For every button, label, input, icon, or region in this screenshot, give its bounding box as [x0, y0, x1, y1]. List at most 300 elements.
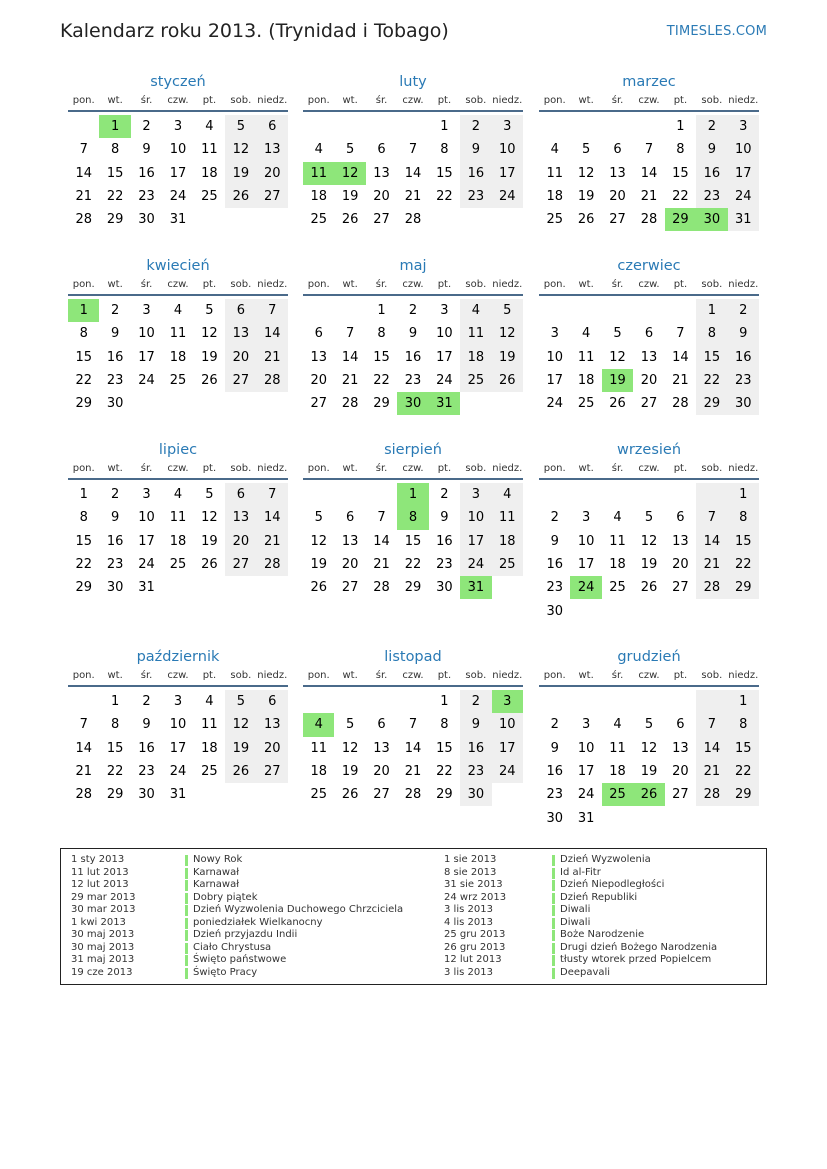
weekday-header: [539, 460, 759, 480]
day-cell: 17: [460, 530, 491, 553]
day-cell: 11: [169, 326, 187, 342]
month-name: marzec: [622, 74, 676, 90]
weekday-header: [539, 276, 759, 296]
day-cell: 29: [75, 580, 92, 596]
empty-cell: [602, 483, 633, 506]
day-cell: 4: [314, 142, 323, 158]
empty-cell: [492, 208, 523, 231]
holiday-marker: [552, 968, 555, 979]
empty-cell: [225, 576, 256, 599]
empty-cell: [257, 576, 288, 599]
empty-cell: [460, 208, 491, 231]
weekday-label: pon.: [307, 279, 330, 290]
day-cell: 17: [138, 533, 155, 549]
weekday-label: śr.: [140, 95, 153, 106]
day-cell: 3: [581, 510, 591, 526]
day-cell: 16: [546, 557, 563, 573]
month-7: [68, 440, 288, 599]
day-cell: 24: [436, 373, 453, 389]
empty-cell: [602, 115, 633, 138]
day-cell: 15: [106, 740, 124, 756]
month-6: [539, 256, 759, 415]
day-cell: 31: [460, 576, 491, 599]
day-cell: 28: [75, 787, 92, 803]
day-cell: 4: [550, 142, 559, 158]
day-cell: 26: [201, 557, 218, 573]
empty-cell: [225, 392, 256, 415]
weekday-label: sob.: [701, 670, 723, 681]
day-cell: 26: [577, 212, 595, 228]
holiday-row: [71, 904, 431, 917]
day-cell: 13: [341, 533, 359, 549]
day-cell: 23: [460, 185, 491, 208]
day-cell: 31: [169, 212, 187, 228]
empty-cell: [570, 690, 601, 713]
holiday-name: Nowy Rok: [193, 854, 243, 865]
day-cell: 24: [169, 189, 187, 205]
day-cell: 9: [408, 326, 418, 342]
holiday-list: [60, 848, 767, 985]
day-cell: 19: [640, 764, 658, 780]
holiday-marker: [185, 893, 188, 904]
day-cell: 12: [492, 322, 523, 345]
weekday-label: niedz.: [257, 95, 288, 106]
day-cell: 20: [609, 189, 626, 205]
empty-cell: [570, 599, 601, 622]
day-cell: 9: [696, 138, 727, 161]
weekday-label: wt.: [107, 95, 123, 106]
day-cell: 2: [110, 487, 120, 503]
day-cell: 10: [436, 326, 453, 342]
day-cell: 15: [728, 530, 759, 553]
day-cell: 23: [546, 787, 563, 803]
day-grid: [68, 690, 288, 806]
weekday-label: śr.: [611, 670, 624, 681]
weekday-header: [68, 460, 288, 480]
empty-cell: [696, 599, 727, 622]
empty-cell: [366, 483, 397, 506]
holiday-name: Drugi dzień Bożego Narodzenia: [560, 941, 718, 953]
empty-cell: [257, 783, 288, 806]
day-cell: 12: [334, 162, 365, 185]
day-cell: 27: [310, 396, 327, 412]
day-cell: 30: [436, 580, 453, 596]
day-cell: 15: [75, 533, 92, 549]
day-grid: [303, 483, 523, 599]
day-cell: 2: [110, 303, 120, 319]
month-9: [539, 440, 759, 623]
holiday-date: 11 lut 2013: [71, 866, 129, 878]
day-cell: 6: [225, 483, 256, 506]
holiday-date: 1 sty 2013: [71, 854, 125, 865]
day-cell: 26: [492, 369, 523, 392]
day-cell: 9: [550, 533, 559, 549]
day-cell: 13: [672, 533, 689, 549]
month-2: [303, 72, 523, 231]
holiday-date: 31 sie 2013: [444, 879, 503, 890]
day-cell: 3: [492, 115, 523, 138]
weekday-header: [539, 92, 759, 112]
empty-cell: [492, 576, 523, 599]
day-cell: 17: [436, 349, 453, 365]
day-cell: 11: [201, 717, 218, 733]
day-cell: 8: [377, 326, 386, 342]
weekday-label: pt.: [673, 95, 688, 106]
day-cell: 25: [546, 212, 563, 228]
holiday-date: 25 gru 2013: [444, 929, 506, 940]
day-cell: 17: [169, 165, 187, 181]
empty-cell: [570, 483, 601, 506]
day-cell: 27: [373, 212, 390, 228]
day-cell: 7: [408, 717, 418, 733]
weekday-label: śr.: [611, 279, 624, 290]
brand-link[interactable]: TIMESLES.COM: [666, 24, 767, 39]
day-cell: 26: [633, 783, 664, 806]
day-cell: 9: [550, 740, 559, 756]
day-cell: 30: [138, 212, 155, 228]
day-cell: 30: [728, 392, 759, 415]
day-cell: 3: [492, 690, 523, 713]
weekday-label: czw.: [402, 463, 424, 474]
day-cell: 30: [397, 392, 428, 415]
empty-cell: [492, 783, 523, 806]
weekday-label: czw.: [638, 95, 660, 106]
day-cell: 26: [225, 760, 256, 783]
day-cell: 6: [345, 510, 355, 526]
weekday-label: śr.: [140, 670, 153, 681]
weekday-label: sob.: [465, 670, 487, 681]
day-grid: [539, 115, 759, 231]
day-cell: 10: [138, 510, 155, 526]
day-cell: 4: [205, 119, 214, 135]
day-cell: 8: [110, 717, 120, 733]
day-cell: 7: [696, 506, 727, 529]
day-cell: 25: [201, 189, 218, 205]
empty-cell: [303, 115, 334, 138]
day-cell: 2: [728, 299, 759, 322]
day-cell: 18: [492, 530, 523, 553]
day-cell: 18: [201, 740, 218, 756]
month-name: luty: [399, 74, 427, 90]
day-cell: 18: [577, 373, 595, 389]
day-cell: 30: [138, 787, 155, 803]
holiday-marker: [552, 943, 555, 954]
day-cell: 7: [696, 713, 727, 736]
weekday-label: pon.: [543, 95, 566, 106]
day-cell: 5: [613, 326, 622, 342]
weekday-label: pon.: [72, 279, 95, 290]
weekday-label: pt.: [202, 463, 217, 474]
day-cell: 6: [676, 717, 685, 733]
day-cell: 22: [696, 369, 727, 392]
day-cell: 19: [341, 189, 359, 205]
day-cell: 13: [257, 138, 288, 161]
holiday-date: 30 maj 2013: [71, 929, 135, 940]
day-cell: 14: [696, 530, 727, 553]
day-cell: 12: [225, 138, 256, 161]
day-cell: 14: [341, 349, 359, 365]
weekday-label: niedz.: [492, 279, 523, 290]
day-cell: 7: [644, 142, 654, 158]
day-cell: 24: [492, 760, 523, 783]
weekday-label: niedz.: [492, 670, 523, 681]
month-name: sierpień: [384, 442, 442, 458]
day-cell: 18: [201, 165, 218, 181]
day-cell: 6: [377, 717, 386, 733]
empty-cell: [602, 690, 633, 713]
day-cell: 1: [68, 299, 99, 322]
day-cell: 13: [225, 322, 256, 345]
holiday-name: Diwali: [560, 916, 591, 928]
day-cell: 10: [546, 349, 563, 365]
day-cell: 4: [205, 694, 214, 710]
day-cell: 4: [613, 717, 622, 733]
day-cell: 19: [577, 189, 595, 205]
day-cell: 3: [142, 487, 151, 503]
day-cell: 7: [79, 717, 88, 733]
day-cell: 18: [169, 349, 187, 365]
day-cell: 5: [314, 510, 323, 526]
holiday-row: [444, 904, 764, 917]
day-cell: 1: [110, 694, 120, 710]
day-cell: 12: [640, 533, 658, 549]
day-cell: 29: [106, 787, 124, 803]
month-4: [68, 256, 288, 415]
day-cell: 10: [138, 326, 155, 342]
holiday-name: Id al-Fitr: [560, 866, 601, 878]
holiday-list-left: [71, 854, 431, 979]
day-cell: 17: [492, 162, 523, 185]
weekday-label: pt.: [437, 279, 452, 290]
weekday-label: pt.: [437, 95, 452, 106]
day-cell: 12: [201, 510, 218, 526]
weekday-label: czw.: [638, 279, 660, 290]
day-cell: 25: [577, 396, 595, 412]
weekday-label: wt.: [578, 279, 594, 290]
empty-cell: [602, 599, 633, 622]
day-cell: 30: [546, 810, 563, 826]
day-cell: 29: [665, 208, 696, 231]
day-cell: 17: [492, 737, 523, 760]
day-cell: 7: [257, 299, 288, 322]
day-cell: 3: [460, 483, 491, 506]
day-cell: 9: [460, 713, 491, 736]
day-cell: 9: [440, 510, 449, 526]
day-cell: 28: [696, 576, 727, 599]
month-name: listopad: [384, 649, 442, 665]
day-cell: 1: [79, 487, 88, 503]
day-cell: 20: [373, 764, 390, 780]
day-cell: 2: [460, 115, 491, 138]
holiday-row: [71, 867, 431, 880]
day-cell: 19: [225, 737, 256, 760]
day-cell: 23: [436, 557, 453, 573]
holiday-name: Święto państwowe: [193, 954, 287, 965]
day-cell: 30: [546, 603, 563, 619]
day-cell: 8: [440, 717, 449, 733]
holiday-date: 30 mar 2013: [71, 904, 136, 915]
day-cell: 14: [404, 740, 422, 756]
day-cell: 15: [672, 165, 689, 181]
day-cell: 4: [492, 483, 523, 506]
day-cell: 5: [581, 142, 591, 158]
empty-cell: [429, 208, 460, 231]
holiday-name: Dzień Republiki: [560, 891, 638, 903]
holiday-marker: [185, 968, 188, 979]
day-grid: [68, 299, 288, 415]
weekday-label: pon.: [307, 95, 330, 106]
day-cell: 7: [257, 483, 288, 506]
day-cell: 24: [577, 787, 595, 803]
weekday-label: niedz.: [257, 670, 288, 681]
month-name: wrzesień: [616, 442, 682, 458]
day-cell: 18: [609, 764, 626, 780]
empty-cell: [225, 783, 256, 806]
day-cell: 28: [640, 212, 658, 228]
day-cell: 3: [728, 115, 759, 138]
day-cell: 31: [169, 787, 187, 803]
day-cell: 2: [460, 690, 491, 713]
day-cell: 27: [672, 580, 689, 596]
weekday-label: niedz.: [257, 463, 288, 474]
day-cell: 25: [492, 553, 523, 576]
day-cell: 1: [377, 303, 386, 319]
empty-cell: [334, 690, 365, 713]
day-cell: 21: [672, 373, 689, 389]
weekday-label: sob.: [230, 95, 252, 106]
day-cell: 8: [676, 142, 685, 158]
day-cell: 29: [696, 392, 727, 415]
day-grid: [539, 690, 759, 830]
weekday-label: pon.: [307, 463, 330, 474]
weekday-label: pt.: [673, 463, 688, 474]
weekday-label: czw.: [167, 95, 189, 106]
day-cell: 23: [106, 557, 124, 573]
day-cell: 18: [310, 764, 327, 780]
day-cell: 8: [79, 510, 88, 526]
day-cell: 11: [609, 533, 626, 549]
day-cell: 15: [696, 346, 727, 369]
day-cell: 23: [696, 185, 727, 208]
day-cell: 12: [310, 533, 327, 549]
day-cell: 3: [142, 303, 151, 319]
day-cell: 15: [436, 740, 453, 756]
holiday-marker: [552, 905, 555, 916]
weekday-label: śr.: [375, 279, 388, 290]
weekday-label: niedz.: [728, 670, 759, 681]
holiday-marker: [185, 855, 188, 866]
day-cell: 16: [106, 349, 124, 365]
empty-cell: [633, 483, 664, 506]
empty-cell: [602, 299, 633, 322]
day-cell: 24: [492, 185, 523, 208]
day-cell: 29: [404, 580, 422, 596]
day-cell: 19: [602, 369, 633, 392]
day-cell: 6: [613, 142, 622, 158]
day-grid: [303, 299, 523, 415]
weekday-header: [303, 92, 523, 112]
empty-cell: [696, 690, 727, 713]
day-cell: 16: [138, 740, 155, 756]
weekday-label: sob.: [465, 463, 487, 474]
day-cell: 20: [341, 557, 359, 573]
day-cell: 2: [440, 487, 449, 503]
empty-cell: [194, 783, 225, 806]
empty-cell: [194, 576, 225, 599]
weekday-label: niedz.: [492, 95, 523, 106]
day-cell: 18: [460, 346, 491, 369]
day-cell: 11: [460, 322, 491, 345]
weekday-label: sob.: [701, 95, 723, 106]
day-cell: 25: [609, 580, 626, 596]
day-cell: 22: [436, 764, 453, 780]
empty-cell: [728, 806, 759, 829]
day-cell: 18: [546, 189, 563, 205]
holiday-row: [444, 917, 764, 930]
holiday-marker: [552, 930, 555, 941]
day-cell: 14: [404, 165, 422, 181]
day-cell: 21: [696, 553, 727, 576]
day-cell: 27: [225, 553, 256, 576]
day-cell: 25: [310, 787, 327, 803]
day-cell: 20: [257, 162, 288, 185]
empty-cell: [570, 115, 601, 138]
day-cell: 9: [142, 717, 151, 733]
day-cell: 27: [225, 369, 256, 392]
holiday-name: Dzień Wyzwolenia Duchowego Chrzciciela: [193, 904, 404, 915]
holiday-date: 29 mar 2013: [71, 891, 136, 903]
day-cell: 14: [257, 506, 288, 529]
holiday-name: Dzień Niepodległości: [560, 879, 665, 890]
day-cell: 2: [142, 694, 151, 710]
day-cell: 20: [310, 373, 327, 389]
day-cell: 20: [672, 764, 689, 780]
day-cell: 17: [138, 349, 155, 365]
day-cell: 13: [672, 740, 689, 756]
day-cell: 26: [225, 185, 256, 208]
weekday-label: pt.: [202, 279, 217, 290]
holiday-name: Boże Narodzenie: [560, 929, 645, 940]
weekday-header: [303, 276, 523, 296]
day-cell: 15: [436, 165, 453, 181]
month-5: [303, 256, 523, 415]
day-cell: 28: [404, 787, 422, 803]
day-cell: 3: [173, 119, 183, 135]
empty-cell: [665, 690, 696, 713]
day-cell: 19: [225, 162, 256, 185]
day-cell: 5: [644, 717, 654, 733]
day-cell: 27: [257, 185, 288, 208]
day-cell: 2: [696, 115, 727, 138]
day-cell: 3: [173, 694, 183, 710]
day-cell: 7: [345, 326, 355, 342]
weekday-label: wt.: [578, 95, 594, 106]
holiday-date: 19 cze 2013: [71, 966, 133, 978]
weekday-label: pon.: [543, 463, 566, 474]
weekday-label: śr.: [611, 463, 624, 474]
day-cell: 4: [613, 510, 622, 526]
day-cell: 1: [696, 299, 727, 322]
day-cell: 20: [640, 373, 658, 389]
day-cell: 19: [341, 764, 359, 780]
day-cell: 1: [440, 119, 449, 135]
holiday-row: [71, 954, 431, 967]
weekday-label: czw.: [167, 279, 189, 290]
holiday-name: Diwali: [560, 904, 591, 915]
day-cell: 14: [696, 737, 727, 760]
day-cell: 21: [341, 373, 359, 389]
weekday-header: [303, 460, 523, 480]
